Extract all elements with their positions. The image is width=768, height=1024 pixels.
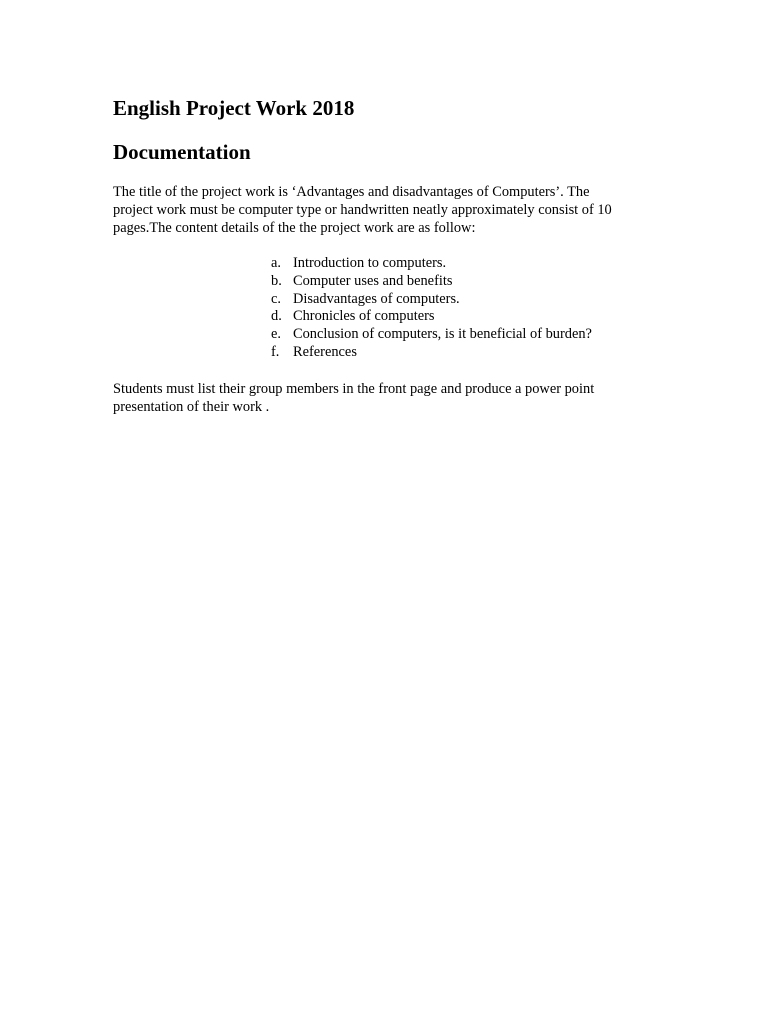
list-item-text: Disadvantages of computers. xyxy=(293,290,460,307)
list-item xyxy=(271,344,592,362)
closing-paragraph xyxy=(113,380,653,416)
intro-line: pages.The content details of the the project work are as follow: xyxy=(113,220,476,237)
list-marker: d. xyxy=(271,308,282,325)
section-heading: Documentation xyxy=(113,140,251,164)
intro-paragraph xyxy=(113,183,653,238)
list-marker: c. xyxy=(271,290,281,307)
closing-line: Students must list their group members in the front page and produce a power point xyxy=(113,381,595,397)
list-item-text: Chronicles of computers xyxy=(293,308,435,325)
list-item-text: Conclusion of computers, is it beneficial of burden? xyxy=(293,326,592,343)
list-item xyxy=(271,273,592,291)
list-marker: f. xyxy=(271,343,280,360)
document-title: English Project Work 2018 xyxy=(113,96,355,120)
list-item xyxy=(271,291,592,309)
closing-line: presentation of their work . xyxy=(113,399,270,416)
list-item xyxy=(271,255,592,273)
intro-line: project work must be computer type or handwritten neatly approximately consist of 10 xyxy=(113,202,612,219)
list-marker: a. xyxy=(271,255,281,271)
contents-list xyxy=(271,255,592,362)
list-item-text: Computer uses and benefits xyxy=(293,272,453,289)
intro-line: The title of the project work is ‘Advantages and disadvantages of Computers’. The xyxy=(113,184,590,200)
list-item xyxy=(271,326,592,344)
list-item-text: Introduction to computers. xyxy=(293,255,447,271)
list-item xyxy=(271,308,592,326)
list-marker: b. xyxy=(271,272,282,289)
list-item-text: References xyxy=(293,343,357,360)
list-marker: e. xyxy=(271,326,281,343)
